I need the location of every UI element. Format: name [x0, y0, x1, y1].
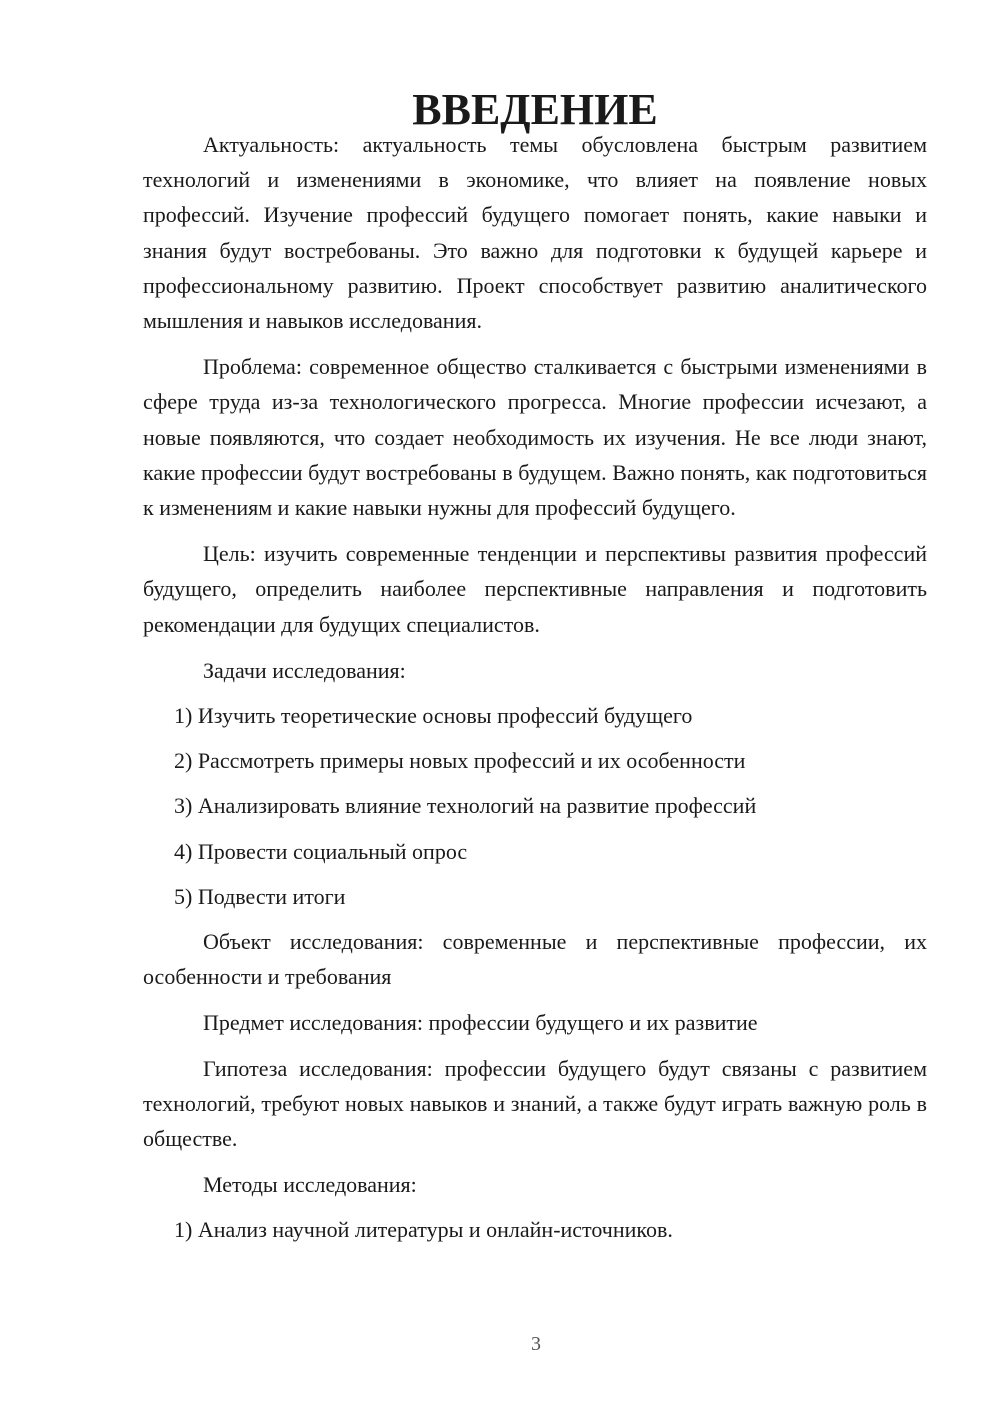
problem-paragraph: Проблема: современное общество сталкивается с быстрыми изменениями в сфере труда из-за технологического прогресса. Многие профессии исчезают, а новые появляются, что создает необходимость их изучения. Не все люди знают, какие профессии будут востребованы в будущем. Важно понять, как подготовиться к изменениям и какие навыки нужны для профессий будущего.: [143, 354, 927, 521]
list-item: 5) Подвести итоги: [174, 883, 346, 909]
hypothesis-paragraph: Гипотеза исследования: профессии будущего будут связаны с развитием технологий, требуют новых навыков и знаний, а также будут играть важную роль в обществе.: [143, 1055, 927, 1152]
object-paragraph: Объект исследования: современные и перспективные профессии, их особенности и требования: [143, 929, 927, 990]
page-number: 3: [531, 1333, 541, 1355]
document-page: [143, 85, 927, 1258]
list-item: 3) Анализировать влияние технологий на развитие профессий: [174, 793, 757, 819]
tasks-list: [143, 698, 927, 914]
page-title: ВВЕДЕНИЕ: [412, 85, 658, 134]
subject-paragraph: Предмет исследования: профессии будущего и их развитие: [203, 1010, 758, 1036]
list-item: 1) Изучить теоретические основы профессий будущего: [174, 703, 693, 729]
goal-paragraph: Цель: изучить современные тенденции и перспективы развития профессий будущего, определить наиболее перспективные направления и подготовить рекомендации для будущих специалистов.: [143, 541, 927, 637]
list-item: 1) Анализ научной литературы и онлайн-источников.: [174, 1217, 673, 1243]
list-item: 4) Провести социальный опрос: [174, 838, 468, 864]
list-item: 2) Рассмотреть примеры новых профессий и их особенности: [174, 748, 746, 774]
methods-list: [143, 1212, 927, 1247]
tasks-heading: Задачи исследования:: [203, 657, 406, 683]
relevance-paragraph: Актуальность: актуальность темы обусловлена быстрым развитием технологий и изменениями в экономике, что влияет на появление новых профессий. Изучение профессий будущего помогает понять, какие навыки и знания будут востребованы. Это важно для подготовки к будущей карьере и профессиональному развитию. Проект способствует развитию аналитического мышления и навыков исследования.: [143, 132, 927, 334]
methods-heading: Методы исследования:: [203, 1172, 417, 1198]
